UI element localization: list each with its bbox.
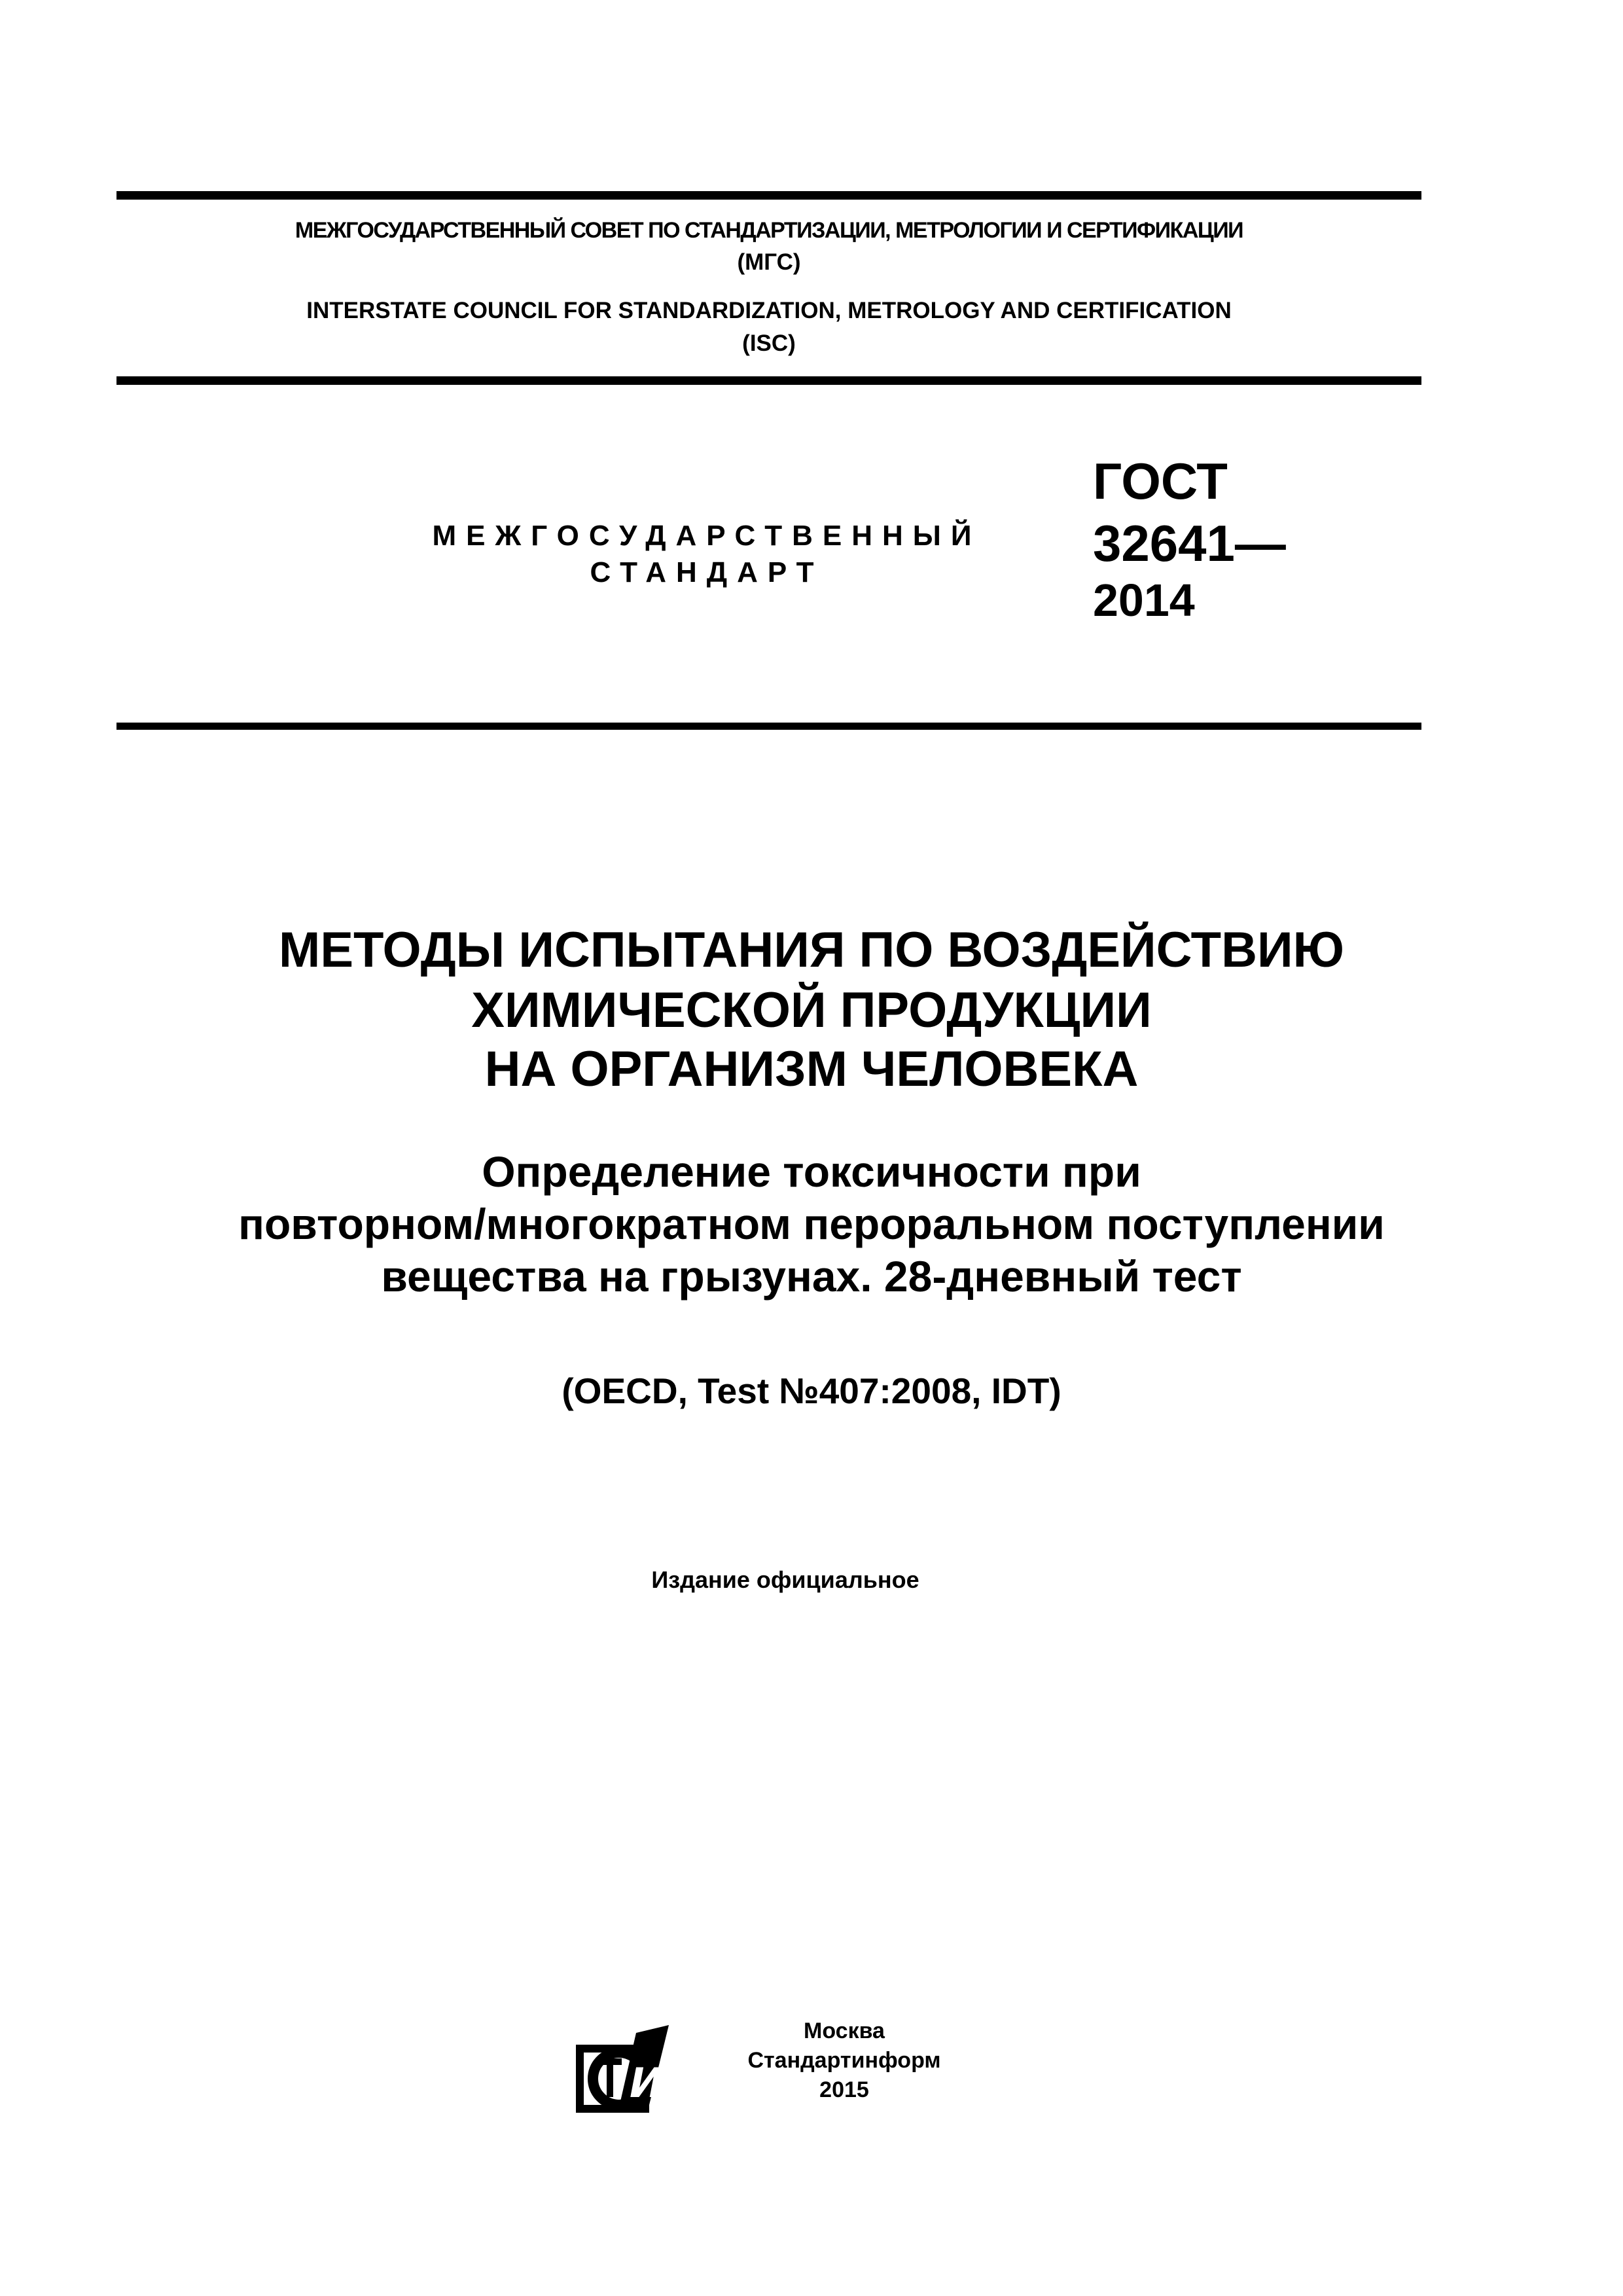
title-line-1: МЕТОДЫ ИСПЫТАНИЯ ПО ВОЗДЕЙСТВИЮ [279,922,1344,978]
header-bottom-rule [116,723,1421,730]
council-name-en: INTERSTATE COUNCIL FOR STANDARDIZATION, METROLOGY AND CERTIFICATION [306,298,1232,323]
edition-label: Издание официальное [651,1566,919,1593]
standard-type-line1: МЕЖГОСУДАРСТВЕННЫЙ [432,520,982,552]
council-bottom-rule [116,376,1421,385]
gost-number: 32641— [1093,514,1286,572]
reference-line: (OECD, Test №407:2008, IDT) [562,1371,1061,1411]
council-abbr-en: (ISC) [742,331,796,356]
publisher-year: 2015 [819,2077,869,2102]
top-rule [116,191,1421,200]
subtitle-line-3: вещества на грызунах. 28-дневный тест [381,1252,1242,1300]
council-abbr-ru: (МГС) [737,249,801,275]
council-name-ru: МЕЖГОСУДАРСТВЕННЫЙ СОВЕТ ПО СТАНДАРТИЗАЦИИ, МЕТРОЛОГИИ И СЕРТИФИКАЦИИ [294,218,1243,243]
title-line-2: ХИМИЧЕСКОЙ ПРОДУКЦИИ [471,982,1152,1038]
svg-text:И: И [630,2059,664,2107]
publisher-city: Москва [804,2018,885,2043]
gost-year: 2014 [1093,575,1195,626]
subtitle-line-2: повторном/многократном пероральном поступлении [238,1200,1385,1248]
publisher-name: Стандартинформ [747,2048,941,2073]
standartinform-logo-icon [571,2020,675,2118]
standard-type-line2: СТАНДАРТ [590,556,824,588]
title-line-3: НА ОРГАНИЗМ ЧЕЛОВЕКА [484,1041,1139,1097]
subtitle-line-1: Определение токсичности при [482,1147,1141,1196]
gost-prefix: ГОСТ [1093,452,1228,510]
